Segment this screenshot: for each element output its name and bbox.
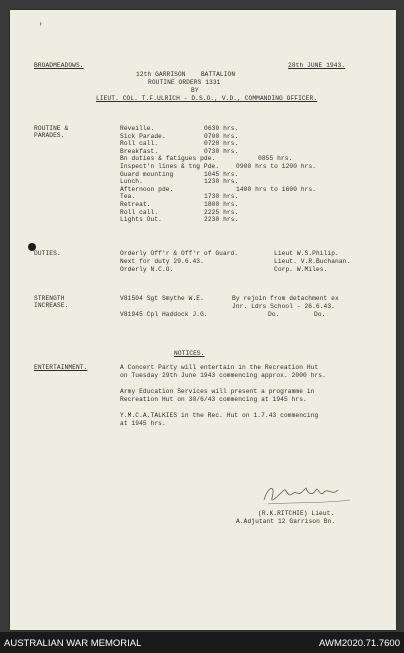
routine-item-time: 0900 hrs to 1200 hrs. bbox=[236, 163, 317, 170]
routine-item-time: 1045 hrs. bbox=[204, 170, 239, 178]
routine-item-time: 0720 hrs. bbox=[204, 140, 239, 148]
notice-line: at 1945 hrs. bbox=[120, 420, 166, 427]
routine-item-time: 1400 hrs to 1600 hrs. bbox=[236, 185, 317, 193]
duty-row-left: Orderly Off'r & Off'r of Guard. bbox=[120, 250, 239, 257]
handwritten-signature bbox=[258, 480, 354, 508]
routine-item-name: Roll call. bbox=[120, 208, 159, 216]
routine-item-time: 1230 hrs. bbox=[204, 178, 239, 186]
signatory-title: A.Adjutant 12 Garrison Bn. bbox=[236, 518, 336, 525]
battalion-title: 12th GARRISON BATTALION bbox=[136, 71, 236, 78]
notice-line: Recreation Hut on 30/6/43 commencing at 1945 hrs. bbox=[120, 396, 307, 403]
duties-label: DUTIES. bbox=[34, 250, 61, 257]
strength-note-1: By rejoin from detachment ex bbox=[232, 295, 339, 302]
duty-row-left: Orderly N.C.O. bbox=[120, 266, 174, 273]
routine-item-time: 0700 hrs. bbox=[204, 132, 239, 140]
notices-heading: NOTICES. bbox=[174, 350, 205, 357]
routine-item-time: 2230 hrs. bbox=[204, 216, 239, 224]
by-line: BY bbox=[191, 87, 199, 94]
duty-row-right: Lieut W.S.Philip. bbox=[274, 250, 339, 257]
date: 28th JUNE 1943. bbox=[288, 62, 346, 69]
notice-line: A Concert Party will entertain in the Recreation Hut bbox=[120, 364, 319, 371]
strength-entry-1: V81504 Sgt Smythe W.E. bbox=[120, 295, 204, 302]
routine-item-name: Roll call. bbox=[120, 140, 159, 148]
routine-item-time: 0730 hrs. bbox=[204, 147, 239, 155]
routine-item-name: Retreat. bbox=[120, 201, 151, 208]
notice-line: Army Education Services will present a programme in bbox=[120, 388, 315, 395]
routine-item-name: Afternoon pde. bbox=[120, 185, 174, 193]
strength-label-1: STRENGTH bbox=[34, 295, 65, 302]
routine-item-name: Breakfast. bbox=[120, 147, 159, 155]
routine-item-time: 0855 hrs. bbox=[258, 155, 293, 163]
order-title: ROUTINE ORDERS 1331 bbox=[148, 79, 221, 86]
routine-item-name: Bn duties & fatigues pde. bbox=[120, 155, 216, 163]
routine-item-name: Reveille. bbox=[120, 125, 155, 132]
location: BROADMEADOWS. bbox=[34, 62, 84, 69]
notice-line: Y.M.C.A.TALKIES in the Rec. Hut on 1.7.43 commencing bbox=[120, 412, 319, 419]
routine-item-time: 0630 hrs. bbox=[204, 125, 239, 132]
routine-item-name: Lunch. bbox=[120, 178, 143, 186]
routine-item-name: Tea. bbox=[120, 193, 136, 201]
routine-item-time: 2225 hrs. bbox=[204, 208, 239, 216]
strength-label-2: INCREASE. bbox=[34, 302, 69, 309]
routine-item-name: Lights Out. bbox=[120, 216, 162, 224]
routine-item-name: Inspect'n lines & tng Pde. bbox=[120, 163, 220, 170]
duty-row-right: Lieut. V.R.Buchanan. bbox=[274, 258, 351, 265]
footer-institution: AUSTRALIAN WAR MEMORIAL bbox=[4, 638, 142, 649]
routine-item-name: Sick Parade. bbox=[120, 132, 166, 140]
entertainment-label: ENTERTAINMENT. bbox=[34, 364, 88, 371]
routine-item-name: Guard mounting bbox=[120, 170, 174, 178]
strength-ditto-1: Do. bbox=[268, 311, 280, 318]
strength-ditto-2: Do. bbox=[314, 311, 326, 318]
footer-accession-number: AWM2020.71.7600 bbox=[319, 638, 400, 649]
strength-entry-2: V81945 Cpl Haddock J.G. bbox=[120, 311, 208, 318]
routine-item-time: 1800 hrs. bbox=[204, 201, 239, 208]
pencil-mark: ' bbox=[38, 22, 44, 32]
footer-bar bbox=[0, 632, 404, 653]
signatory-name: (R.K.RITCHIE) Lieut. bbox=[258, 510, 335, 517]
commander-line: LIEUT. COL. T.F.ULRICH - D.S.O., V.D., COMMANDING OFFICER. bbox=[96, 95, 318, 102]
duty-row-right: Corp. W.Miles. bbox=[274, 266, 328, 273]
routine-item-time: 1730 hrs. bbox=[204, 193, 239, 201]
document-page bbox=[10, 10, 396, 630]
routine-label-2: PARADES. bbox=[34, 132, 65, 139]
routine-label-1: ROUTINE & bbox=[34, 125, 69, 132]
duty-row-left: Next for duty 29.6.43. bbox=[120, 258, 204, 265]
strength-note-2: Jnr. Ldrs School - 26.6.43. bbox=[232, 303, 335, 310]
notice-line: on Tuesday 29th June 1943 commencing approx. 2000 hrs. bbox=[120, 372, 326, 379]
